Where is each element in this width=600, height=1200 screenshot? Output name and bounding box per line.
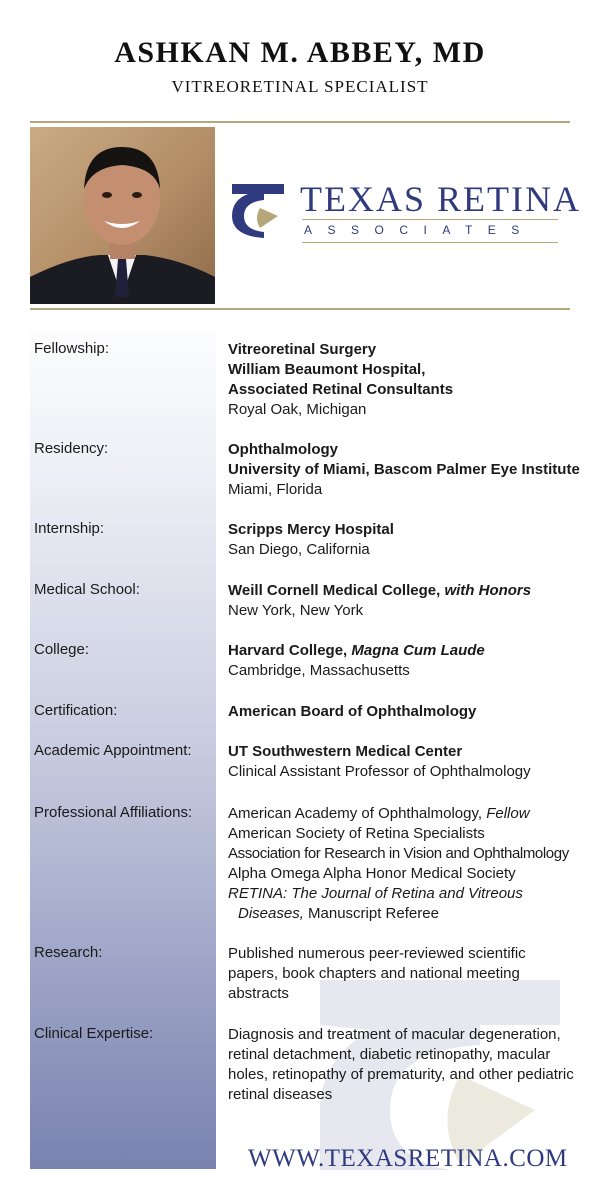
fellowship-hospital: William Beaumont Hospital,	[228, 361, 426, 378]
academic-institution: UT Southwestern Medical Center	[228, 743, 463, 760]
medical-school-location: New York, New York	[228, 602, 364, 619]
portrait-photo	[30, 127, 215, 304]
affiliation-arvo: Association for Research in Vision and Ophthalmology	[228, 845, 569, 862]
residency-location: Miami, Florida	[228, 481, 323, 498]
logo-sub-text: ASSOCIATES	[304, 223, 535, 237]
section-divider	[30, 308, 570, 310]
expertise-line-4: retinal diseases	[228, 1086, 333, 1103]
header-divider	[30, 121, 570, 123]
college-location: Cambridge, Massachusetts	[228, 662, 410, 679]
expertise-line-2: retinal detachment, diabetic retinopathy, macular	[228, 1046, 551, 1063]
affiliation-journal-cont: Diseases,	[238, 905, 304, 922]
medical-school-label: Medical School:	[34, 581, 140, 598]
affiliation-aoa: Alpha Omega Alpha Honor Medical Society	[228, 865, 516, 882]
expertise-line-1: Diagnosis and treatment of macular degeneration,	[228, 1026, 561, 1043]
academic-title: Clinical Assistant Professor of Ophthalmology	[228, 763, 531, 780]
fellowship-field: Vitreoretinal Surgery	[228, 341, 377, 358]
research-line-3: abstracts	[228, 985, 289, 1002]
affiliation-asrs: American Society of Retina Specialists	[228, 825, 485, 842]
residency-institution: University of Miami, Bascom Palmer Eye Institute	[228, 461, 580, 478]
medical-school-name: Weill Cornell Medical College,	[228, 582, 445, 599]
internship-location: San Diego, California	[228, 541, 370, 558]
research-line-2: papers, book chapters and national meeting	[228, 965, 520, 982]
affiliations-label: Professional Affiliations:	[34, 804, 193, 821]
internship-hospital: Scripps Mercy Hospital	[228, 521, 394, 538]
fellowship-location: Royal Oak, Michigan	[228, 401, 367, 418]
research-label: Research:	[34, 944, 103, 961]
texas-retina-logo	[228, 176, 581, 248]
research-line-1: Published numerous peer-reviewed scientific	[228, 945, 526, 962]
affiliation-journal-role: Manuscript Referee	[303, 905, 439, 922]
expertise-line-3: holes, retinopathy of prematurity, and other pediatric	[228, 1066, 574, 1083]
residency-label: Residency:	[34, 440, 109, 457]
logo-rule-upper	[302, 219, 558, 220]
website-link[interactable]: WWW.TEXASRETINA.COM	[248, 1145, 568, 1172]
certification-board: American Board of Ophthalmology	[228, 703, 477, 720]
college-honor: Magna Cum Laude	[351, 642, 485, 659]
college-name: Harvard College,	[228, 642, 352, 659]
doctor-name: ASHKAN M. ABBEY, MD	[114, 36, 486, 69]
expertise-label: Clinical Expertise:	[34, 1025, 154, 1042]
fellowship-label: Fellowship:	[34, 340, 110, 357]
affiliation-aao-status: Fellow	[486, 805, 530, 822]
logo-rule-lower	[302, 242, 558, 243]
affiliation-journal: RETINA: The Journal of Retina and Vitreous	[228, 885, 523, 902]
logo-main-text: TEXAS RETINA	[300, 179, 581, 219]
doctor-specialty: VITREORETINAL SPECIALIST	[171, 77, 429, 96]
internship-label: Internship:	[34, 520, 105, 537]
portrait-illustration	[30, 127, 215, 304]
college-label: College:	[34, 641, 90, 658]
residency-field: Ophthalmology	[228, 441, 338, 458]
affiliation-aao: American Academy of Ophthalmology,	[228, 805, 487, 822]
certification-label: Certification:	[34, 702, 118, 719]
logo-emblem-icon	[228, 180, 288, 240]
academic-label: Academic Appointment:	[34, 742, 192, 759]
fellowship-practice: Associated Retinal Consultants	[228, 381, 454, 398]
medical-school-honor: with Honors	[444, 582, 532, 599]
